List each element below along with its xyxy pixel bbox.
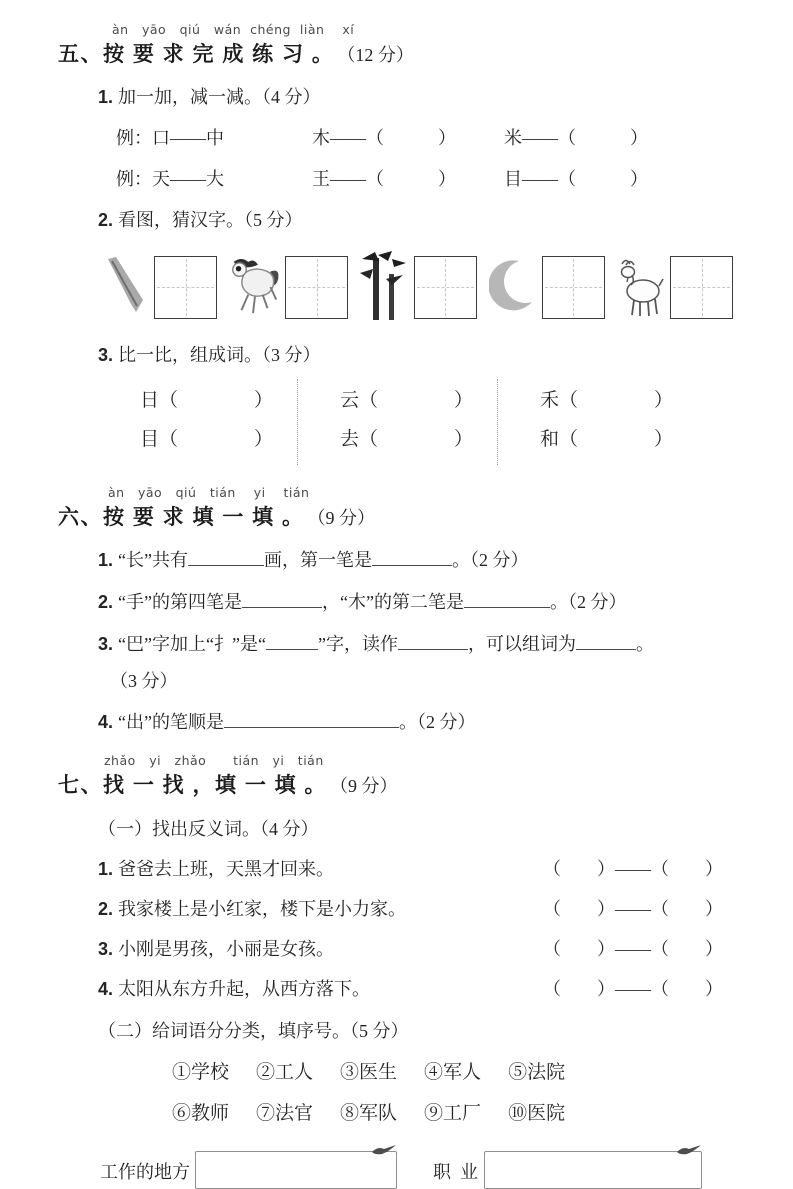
pair-cell: 和（ ） [540,429,674,450]
item-text: 看图，猜汉字。（5 分） [118,210,303,230]
answer-blank [398,634,468,650]
knife-icon [98,249,151,325]
antonym-row [98,975,733,1001]
item-number: 1. [98,87,114,107]
fill-cell: 木——（ ） [312,128,456,148]
word-option: ⑤法院 [508,1062,566,1083]
antonym-brackets: （ ）——（ ） [543,859,723,879]
antonym-brackets: （ ）——（ ） [543,899,723,919]
pair-cell: 日（ ） [140,390,274,411]
word-option-row [172,1098,733,1125]
antonym-brackets: （ ）——（ ） [543,979,723,999]
item-text: ，“木”的第二笔是 [322,592,464,612]
section-title: 六、按 要 求 填 一 填 。 [58,506,305,529]
sentence [98,895,406,921]
item-number: 4. [98,712,114,732]
pair-cell: 目（ ） [140,429,274,450]
pinyin-annotation: àn yāo qiú wán chéng liàn xí [112,22,355,37]
picture-guess-row [98,248,733,326]
item-text: 我家楼上是小红家，楼下是小力家。 [118,899,407,919]
section-title: 七、找 一 找 ，填 一 填 。 [58,774,328,797]
item-text: 。（2 分） [399,712,476,732]
word-option: ①学校 [172,1062,230,1083]
item-6-1 [98,547,733,573]
item-text: “出”的笔顺是 [118,712,224,732]
word-option: ⑨工厂 [424,1103,482,1124]
item-text: 。 [635,634,654,654]
item-text: 。（2 分） [549,592,627,612]
item-text: 加一加，减一减。（4 分） [118,87,321,107]
example-cell: 例：天——大 [116,169,224,189]
category-answer-row [100,1149,733,1189]
bird-icon [676,1141,703,1162]
item-number: 4. [98,979,114,999]
item-6-3-score: （3 分） [110,671,178,691]
item-text: 比一比，组成词。（3 分） [118,345,321,365]
item-5-1 [98,83,733,109]
example-cell: 例：口——中 [116,128,224,148]
item-text: ，可以组词为 [467,634,576,654]
category-label-occupation: 职 业 [433,1162,478,1182]
item-text: 爸爸去上班，天黑才回来。 [118,859,335,879]
word-option: ③医生 [340,1062,398,1083]
answer-box [195,1151,397,1189]
word-option: ②工人 [256,1062,314,1083]
sentence [98,855,334,881]
subsection-1-title: （一）找出反义词。（4 分） [98,819,319,839]
answer-box [484,1151,702,1189]
word-option: ⑥教师 [172,1103,230,1124]
answer-blank [188,550,264,566]
example-row-1 [116,124,733,150]
pair-cell: 去（ ） [340,429,474,450]
fill-cell: 米——（ ） [504,128,648,148]
section-5 [58,22,733,465]
word-option: ⑦法官 [256,1103,314,1124]
section-title: 五、按 要 求 完 成 练 习 。 [58,43,335,66]
item-number: 3. [98,939,114,959]
item-6-2 [98,589,733,615]
sentence [98,935,334,961]
section-score: （9 分） [330,776,398,796]
item-number: 3. [98,634,114,654]
item-number: 3. [98,345,114,365]
antonym-brackets: （ ）——（ ） [543,939,723,959]
moon-icon [486,249,539,325]
antonym-row [98,935,733,961]
writing-box [285,256,348,319]
horse-icon [226,249,282,325]
antonym-row [98,895,733,921]
pair-column [138,379,297,465]
pair-column [297,379,497,465]
example-row-2 [116,165,733,191]
item-text: 太阳从东方升起，从西方落下。 [118,979,371,999]
writing-box [154,256,217,319]
word-option: ⑧军队 [340,1103,398,1124]
item-number: 1. [98,859,114,879]
answer-blank [576,634,636,650]
item-number: 2. [98,592,114,612]
item-text: 画，第一笔是 [264,550,372,570]
section-6 [58,485,733,735]
answer-blank [464,592,550,608]
goat-icon [614,249,667,325]
item-5-2 [98,206,733,232]
pair-cell: 禾（ ） [540,390,674,411]
section-score: （12 分） [337,45,414,65]
answer-blank [242,592,322,608]
section-7 [58,753,733,1189]
answer-blank [224,712,399,728]
word-option: ④军人 [424,1062,482,1083]
item-text: “长”共有 [118,550,188,570]
sentence [98,975,370,1001]
item-text: ”字，读作 [317,634,398,654]
item-text: “手”的第四笔是 [118,592,242,612]
pair-cell: 云（ ） [340,390,474,411]
item-number: 2. [98,210,114,230]
item-6-3 [98,631,733,657]
section-5-heading [58,38,733,68]
fill-cell: 王——（ ） [312,169,456,189]
item-number: 1. [98,550,114,570]
item-text: 。（2 分） [452,550,529,570]
pair-column [497,379,697,465]
antonym-row [98,855,733,881]
item-text: 小刚是男孩，小丽是女孩。 [118,939,335,959]
word-option-row [172,1057,733,1084]
writing-box [414,256,477,319]
writing-box [542,256,605,319]
subsection-2-title: （二）给词语分分类，填序号。（5 分） [98,1021,409,1041]
item-6-4 [98,709,733,735]
bamboo-icon [357,249,410,325]
section-score: （9 分） [307,508,376,528]
pinyin-annotation: àn yāo qiú tián yi tián [108,485,310,500]
bird-icon [371,1141,398,1162]
answer-blank [372,550,452,566]
item-text: “巴”字加上“扌”是“ [118,634,266,654]
fill-cell: 目——（ ） [504,169,648,189]
item-number: 2. [98,899,114,919]
pinyin-annotation: zhǎo yi zhǎo tián yi tián [104,753,324,768]
section-6-heading [58,501,733,531]
answer-blank [266,634,318,650]
section-7-heading [58,769,733,799]
word-option: ⑩医院 [508,1103,566,1124]
word-pair-table [138,379,733,465]
writing-box [670,256,733,319]
category-label-workplace: 工作的地方 [100,1162,190,1182]
item-5-3 [98,341,733,367]
